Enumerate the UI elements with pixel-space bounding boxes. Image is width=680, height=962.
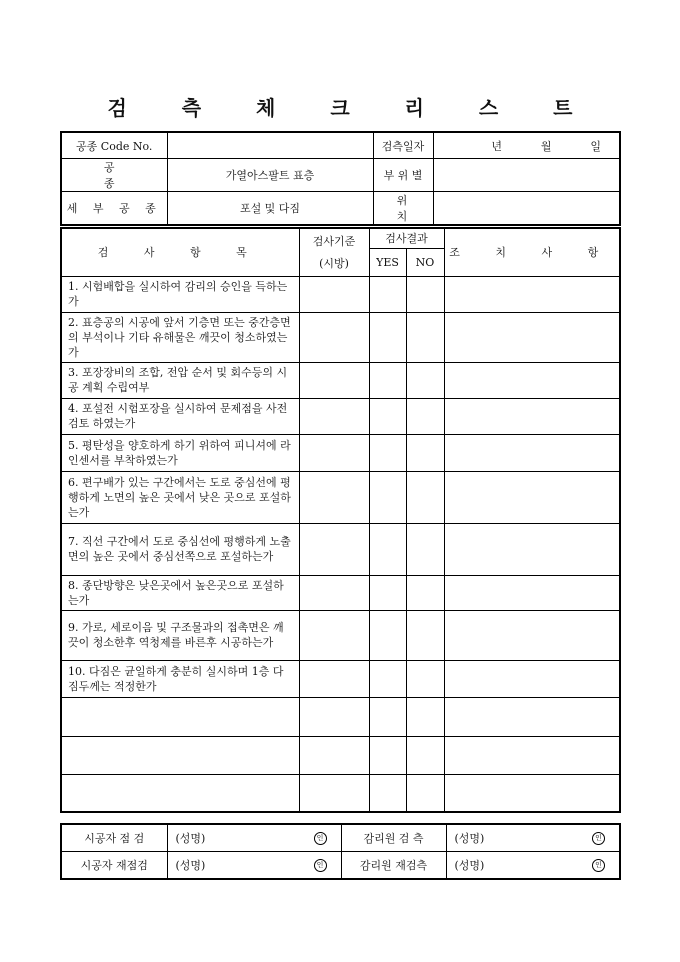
code-label: 공종 Code No.: [61, 132, 167, 159]
checklist-row: [61, 774, 620, 812]
inspection-standard-cell[interactable]: [299, 398, 369, 434]
result-no-cell[interactable]: [406, 362, 444, 398]
action-cell[interactable]: [444, 362, 620, 398]
supervisor-check-sign[interactable]: [446, 824, 620, 852]
inspection-standard-cell[interactable]: [299, 312, 369, 362]
col-standard-line1: 검사기준: [312, 235, 356, 249]
inspection-standard-cell[interactable]: [299, 362, 369, 398]
result-yes-cell[interactable]: [369, 362, 406, 398]
result-no-cell[interactable]: [406, 276, 444, 312]
contractor-recheck-sign[interactable]: [167, 852, 341, 880]
checklist-item-text: 5. 평탄성을 양호하게 하기 위하여 피니셔에 라인센서를 부착하였는가: [61, 434, 299, 471]
result-no-cell[interactable]: [406, 610, 444, 660]
result-no-cell[interactable]: [406, 471, 444, 523]
col-standard-header: [299, 228, 369, 276]
checklist-item-text: 8. 종단방향은 낮은곳에서 높은곳으로 포설하는가: [61, 575, 299, 610]
sign-name-label: (성명): [175, 859, 206, 872]
checklist-item-text: 4. 포설전 시험포장을 실시하여 문제점을 사전 검토 하였는가: [61, 398, 299, 434]
action-cell[interactable]: [444, 398, 620, 434]
inspection-standard-cell[interactable]: [299, 736, 369, 774]
work-type-value[interactable]: 가열아스팔트 표층: [167, 159, 373, 192]
header-table: [60, 131, 621, 226]
date-label: 검측일자: [373, 132, 433, 159]
seal-icon: 인: [592, 859, 605, 872]
result-no-cell[interactable]: [406, 697, 444, 736]
inspection-standard-cell[interactable]: [299, 610, 369, 660]
action-cell[interactable]: [444, 434, 620, 471]
result-no-cell[interactable]: [406, 434, 444, 471]
inspection-standard-cell[interactable]: [299, 697, 369, 736]
checklist-row: [61, 398, 620, 434]
supervisor-check-label: 감리원 검 측: [341, 824, 446, 852]
result-yes-cell[interactable]: [369, 276, 406, 312]
action-cell[interactable]: [444, 774, 620, 812]
result-no-cell[interactable]: [406, 312, 444, 362]
checklist-item-text: 2. 표층공의 시공에 앞서 기층면 또는 중간층면의 부석이나 기타 유해물은 깨끗이 청소하였는가: [61, 312, 299, 362]
checklist-item-text: [61, 774, 299, 812]
page-title: 검 측 체 크 리 스 트: [107, 96, 597, 120]
contractor-recheck-label: 시공자 재점검: [61, 852, 167, 880]
month-unit: 월: [540, 139, 552, 153]
checklist-item-text: 10. 다짐은 균일하게 충분히 실시하며 1층 다짐두께는 적정한가: [61, 660, 299, 697]
col-yes-header: YES: [369, 248, 406, 276]
col-items-header: 검 사 항 목: [61, 228, 299, 276]
result-no-cell[interactable]: [406, 774, 444, 812]
seal-icon: 인: [314, 859, 327, 872]
checklist-row: [61, 697, 620, 736]
seal-icon: 인: [592, 832, 605, 845]
sign-name-label: (성명): [454, 832, 485, 845]
checklist-item-text: 1. 시험배합을 실시하여 감리의 승인을 득하는가: [61, 276, 299, 312]
checklist-row: [61, 362, 620, 398]
result-no-cell[interactable]: [406, 575, 444, 610]
result-no-cell[interactable]: [406, 660, 444, 697]
position-value[interactable]: [433, 192, 620, 226]
result-no-cell[interactable]: [406, 398, 444, 434]
checklist-row: [61, 434, 620, 471]
result-yes-cell[interactable]: [369, 660, 406, 697]
work-type-label: 공 종: [61, 159, 167, 192]
col-no-header: NO: [406, 248, 444, 276]
action-cell[interactable]: [444, 523, 620, 575]
result-no-cell[interactable]: [406, 736, 444, 774]
col-action-header: 조 치 사 항: [444, 228, 620, 276]
action-cell[interactable]: [444, 575, 620, 610]
checklist-row: [61, 276, 620, 312]
date-value[interactable]: [433, 132, 620, 159]
inspection-standard-cell[interactable]: [299, 523, 369, 575]
action-cell[interactable]: [444, 312, 620, 362]
location-label: 부 위 별: [373, 159, 433, 192]
result-no-cell[interactable]: [406, 523, 444, 575]
action-cell[interactable]: [444, 697, 620, 736]
checklist-item-text: [61, 736, 299, 774]
result-yes-cell[interactable]: [369, 736, 406, 774]
result-yes-cell[interactable]: [369, 471, 406, 523]
result-yes-cell[interactable]: [369, 434, 406, 471]
checklist-item-text: [61, 697, 299, 736]
checklist-row: [61, 471, 620, 523]
action-cell[interactable]: [444, 660, 620, 697]
code-value[interactable]: [167, 132, 373, 159]
result-yes-cell[interactable]: [369, 610, 406, 660]
contractor-check-label: 시공자 점 검: [61, 824, 167, 852]
result-yes-cell[interactable]: [369, 575, 406, 610]
result-yes-cell[interactable]: [369, 312, 406, 362]
checklist-item-text: 9. 가로, 세로이음 및 구조물과의 접촉면은 깨끗이 청소한후 역청제를 바른후 시공하는가: [61, 610, 299, 660]
checklist-row: [61, 523, 620, 575]
action-cell[interactable]: [444, 736, 620, 774]
action-cell[interactable]: [444, 276, 620, 312]
signature-table: [60, 823, 621, 880]
result-yes-cell[interactable]: [369, 398, 406, 434]
result-yes-cell[interactable]: [369, 697, 406, 736]
inspection-standard-cell[interactable]: [299, 471, 369, 523]
checklist-item-text: 7. 직선 구간에서 도로 중심선에 평행하게 노출면의 높은 곳에서 중심선쪽으로 포설하는가: [61, 523, 299, 575]
checklist-row: [61, 312, 620, 362]
checklist-row: [61, 610, 620, 660]
action-cell[interactable]: [444, 471, 620, 523]
result-yes-cell[interactable]: [369, 523, 406, 575]
checklist-row: [61, 575, 620, 610]
col-standard-line2: (시방): [319, 257, 349, 271]
checklist-row: [61, 660, 620, 697]
supervisor-recheck-label: 감리원 재검측: [341, 852, 446, 880]
seal-icon: 인: [314, 832, 327, 845]
detail-label: 세 부 공 종: [61, 192, 167, 226]
inspection-standard-cell[interactable]: [299, 774, 369, 812]
result-yes-cell[interactable]: [369, 774, 406, 812]
action-cell[interactable]: [444, 610, 620, 660]
location-value[interactable]: [433, 159, 620, 192]
checklist-item-text: 6. 편구배가 있는 구간에서는 도로 중심선에 평행하게 노면의 높은 곳에서 낮은 곳으로 포설하는가: [61, 471, 299, 523]
year-unit: 년: [491, 139, 503, 153]
sign-name-label: (성명): [454, 859, 485, 872]
day-unit: 일: [590, 139, 602, 153]
checklist-table: [60, 227, 621, 813]
detail-value[interactable]: 포설 및 다짐: [167, 192, 373, 226]
inspection-standard-cell[interactable]: [299, 575, 369, 610]
col-result-header: 검사결과: [369, 228, 444, 248]
inspection-standard-cell[interactable]: [299, 276, 369, 312]
checklist-item-text: 3. 포장장비의 조합, 전압 순서 및 회수등의 시공 계획 수립여부: [61, 362, 299, 398]
inspection-standard-cell[interactable]: [299, 434, 369, 471]
checklist-row: [61, 736, 620, 774]
supervisor-recheck-sign[interactable]: [446, 852, 620, 880]
position-label: 위 치: [373, 192, 433, 226]
contractor-check-sign[interactable]: [167, 824, 341, 852]
sign-name-label: (성명): [175, 832, 206, 845]
inspection-standard-cell[interactable]: [299, 660, 369, 697]
